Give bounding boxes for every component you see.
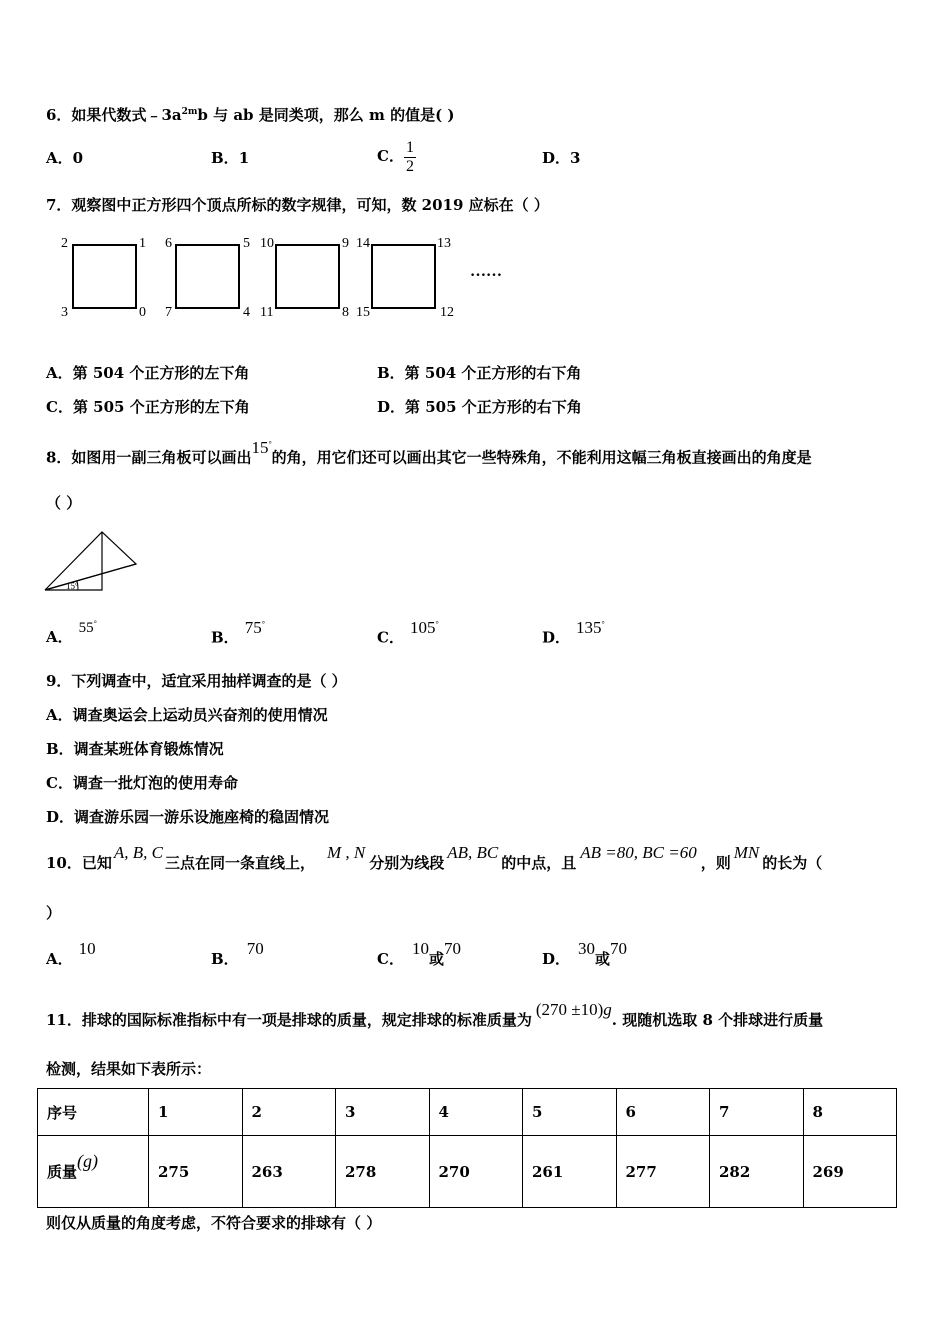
- sq2-bl: 7: [165, 305, 172, 320]
- sq3-tr: 9: [342, 236, 349, 251]
- table-cell: 261: [523, 1136, 617, 1208]
- square-4: [372, 245, 435, 308]
- sq1-bl: 3: [61, 305, 68, 320]
- q8-option-d[interactable]: D．135°: [542, 617, 605, 647]
- table-cell: 263: [242, 1136, 336, 1208]
- q7-squares-figure: [50, 228, 550, 328]
- table-row: [38, 1089, 897, 1136]
- q7-option-a[interactable]: A．第 504 个正方形的左下角: [46, 364, 250, 382]
- q9-option-c[interactable]: C．调查一批灯泡的使用寿命: [46, 774, 238, 792]
- q10-option-c[interactable]: C．10或70: [377, 939, 461, 968]
- q10-stem: 10．已知A, B, C三点在同一条直线上，M , N分别为线段AB, BC的中点，且AB =80, BC =60，则MN的长为（: [46, 843, 823, 872]
- sq4-tl: 14: [356, 236, 370, 251]
- q6-option-d[interactable]: D．3: [542, 149, 581, 167]
- q10-option-b[interactable]: B．70: [211, 939, 264, 968]
- angle-15: 15°: [251, 437, 272, 457]
- square-2: [176, 245, 239, 308]
- q6-stem: 6．如果代数式$﹣3a^{2m}b$ 与 ab 是同类项，那么 m 的值是( ): [46, 106, 455, 124]
- table-cell: 278: [336, 1136, 430, 1208]
- square-1: [73, 245, 136, 308]
- q8-option-a[interactable]: A． 55°: [46, 619, 97, 646]
- sq3-bl: 11: [260, 305, 274, 320]
- row-header-id: 序号: [38, 1089, 149, 1136]
- sq4-tr: 13: [437, 236, 451, 251]
- table-cell: 275: [149, 1136, 243, 1208]
- sq2-br: 4: [243, 305, 250, 320]
- fraction: $\frac{1}{2}$: [405, 138, 414, 175]
- q11-stem: 11．排球的国际标准指标中有一项是排球的质量，规定排球的标准质量为(270 ±10)g. 现随机选取 8 个排球进行质量: [46, 1000, 824, 1029]
- sq4-br: 12: [440, 305, 454, 320]
- table-cell: 3: [336, 1089, 430, 1136]
- q9-option-a[interactable]: A．调查奥运会上运动员兴奋剂的使用情况: [46, 706, 328, 724]
- sq3-br: 8: [342, 305, 349, 320]
- table-cell: 2: [242, 1089, 336, 1136]
- table-row: [38, 1136, 897, 1208]
- sq2-tl: 6: [165, 236, 172, 251]
- q7-stem: 7．观察图中正方形四个顶点所标的数字规律，可知，数 2019 应标在（ ）: [46, 196, 549, 214]
- q10-close-paren: ）: [46, 904, 62, 922]
- q8-paren: （ ）: [46, 494, 82, 512]
- figure-angle-label: 15°: [66, 581, 79, 591]
- q7-option-d[interactable]: D．第 505 个正方形的右下角: [377, 398, 582, 416]
- table-cell: 7: [710, 1089, 804, 1136]
- table-cell: 270: [429, 1136, 523, 1208]
- mass-table: [37, 1088, 897, 1208]
- q8-option-c[interactable]: C．105°: [377, 617, 439, 647]
- q7-option-b[interactable]: B．第 504 个正方形的右下角: [377, 364, 582, 382]
- table-cell: 269: [803, 1136, 897, 1208]
- q9-option-d[interactable]: D．调查游乐园一游乐设施座椅的稳固情况: [46, 808, 330, 826]
- q11-question: 则仅从质量的角度考虑，不符合要求的排球有（ ）: [46, 1214, 382, 1232]
- sq4-bl: 15: [356, 305, 370, 320]
- table-cell: 4: [429, 1089, 523, 1136]
- q8-option-b[interactable]: B．75°: [211, 617, 265, 647]
- sq1-tl: 2: [61, 236, 68, 251]
- q10-option-a[interactable]: A．10: [46, 939, 96, 968]
- square-3: [276, 245, 339, 308]
- q9-option-b[interactable]: B．调查某班体育锻炼情况: [46, 740, 224, 758]
- sq2-tr: 5: [243, 236, 250, 251]
- q6-option-c[interactable]: C． $\frac{1}{2}$: [377, 138, 414, 175]
- sq1-br: 0: [139, 305, 146, 320]
- q6-option-a[interactable]: A．0: [46, 149, 84, 167]
- q9-stem: 9．下列调查中，适宜采用抽样调查的是（ ）: [46, 672, 347, 690]
- ellipsis: ……: [470, 263, 502, 280]
- table-cell: 282: [710, 1136, 804, 1208]
- q7-option-c[interactable]: C．第 505 个正方形的左下角: [46, 398, 250, 416]
- row-header-mass: 质量(g): [38, 1136, 149, 1208]
- sq1-tr: 1: [139, 236, 146, 251]
- q6-option-b[interactable]: B．1: [211, 149, 250, 167]
- q10-option-d[interactable]: D．30或70: [542, 939, 628, 968]
- table-cell: 8: [803, 1089, 897, 1136]
- table-cell: 277: [616, 1136, 710, 1208]
- sq3-tl: 10: [260, 236, 274, 251]
- q8-triangle-figure: [40, 528, 150, 596]
- table-cell: 5: [523, 1089, 617, 1136]
- table-cell: 6: [616, 1089, 710, 1136]
- q8-stem: 8．如图用一副三角板可以画出15°的角，用它们还可以画出其它一些特殊角，不能利用这幅三角板直接画出的角度是: [46, 437, 812, 467]
- q11-stem-cont: 检测，结果如下表所示：: [46, 1060, 212, 1078]
- table-cell: 1: [149, 1089, 243, 1136]
